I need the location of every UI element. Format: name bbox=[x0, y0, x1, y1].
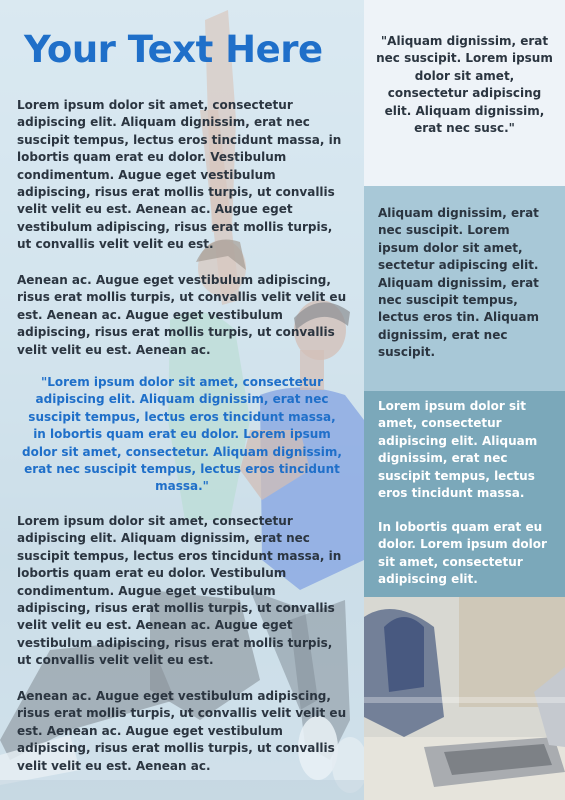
pull-quote: "Lorem ipsum dolor sit amet, consectetur adipiscing elit. Aliquam dignissim, erat nec suscipit tempus, lectus eros tincidunt massa, in lobortis quam erat eu dolor. Lorem ipsum dolor sit amet, consectetur. Aliquam dignissim, erat nec suscipit tempus, lectus eros tincidunt massa." bbox=[22, 375, 342, 494]
sidebar-info-box bbox=[364, 186, 565, 391]
sidebar-info-text: Aliquam dignissim, erat nec suscipit. Lorem ipsum dolor sit amet, sectetur adipiscing elit. Aliquam dignissim, erat nec suscipit tempus, lectus eros tin. Aliquam dignissim, erat nec suscipit. bbox=[378, 206, 539, 360]
sidebar-highlight-box bbox=[364, 391, 565, 597]
body-paragraph-2: Aenean ac. Augue eget vestibulum adipiscing, risus erat mollis turpis, ut convallis velit velit eu est. Aenean ac. Augue eget vestibulum adipiscing, risus erat mollis turpis, ut convallis velit velit eu est. Aenean ac. bbox=[17, 273, 347, 357]
sidebar-quote: "Aliquam dignissim, erat nec suscipit. Lorem ipsum dolor sit amet, consectetur adipiscing elit. Aliquam dignissim, erat nec susc." bbox=[376, 34, 553, 136]
laptop-photo bbox=[364, 597, 565, 800]
sidebar-highlight-text-2: In lobortis quam erat eu dolor. Lorem ipsum dolor sit amet, consectetur adipiscing elit. bbox=[378, 520, 547, 587]
page-title: Your Text Here bbox=[24, 28, 323, 71]
sidebar-quote-box bbox=[364, 0, 565, 186]
body-paragraph-3: Lorem ipsum dolor sit amet, consectetur adipiscing elit. Aliquam dignissim, erat nec suscipit tempus, lectus eros tincidunt massa, in lobortis quam erat eu dolor. Vestibulum condimentum. Augue eget vestibulum adipiscing, risus erat mollis turpis, ut convallis velit velit eu est. Aenean ac. Augue eget vestibulum adipiscing, risus erat mollis turpis, ut convallis velit velit eu est. bbox=[17, 514, 342, 668]
sidebar-column bbox=[364, 0, 565, 800]
laptop-image bbox=[364, 597, 565, 800]
body-paragraph-4: Aenean ac. Augue eget vestibulum adipiscing, risus erat mollis turpis, ut convallis velit velit eu est. Aenean ac. Augue eget vestibulum adipiscing, risus erat mollis turpis, ut convallis velit velit eu est. Aenean ac. bbox=[17, 689, 347, 773]
body-paragraph-1: Lorem ipsum dolor sit amet, consectetur adipiscing elit. Aliquam dignissim, erat nec suscipit tempus, lectus eros tincidunt massa, in lobortis quam erat eu dolor. Vestibulum condimentum. Augue eget vestibulum adipiscing, risus erat mollis turpis, ut convallis velit velit eu est. Aenean ac. Augue eget vestibulum adipiscing, risus erat mollis turpis, ut convallis velit velit eu est. bbox=[17, 98, 342, 252]
sidebar-highlight-text-1: Lorem ipsum dolor sit amet, consectetur adipiscing elit. Aliquam dignissim, erat nec suscipit tempus, lectus eros tincidunt massa. bbox=[378, 399, 538, 501]
